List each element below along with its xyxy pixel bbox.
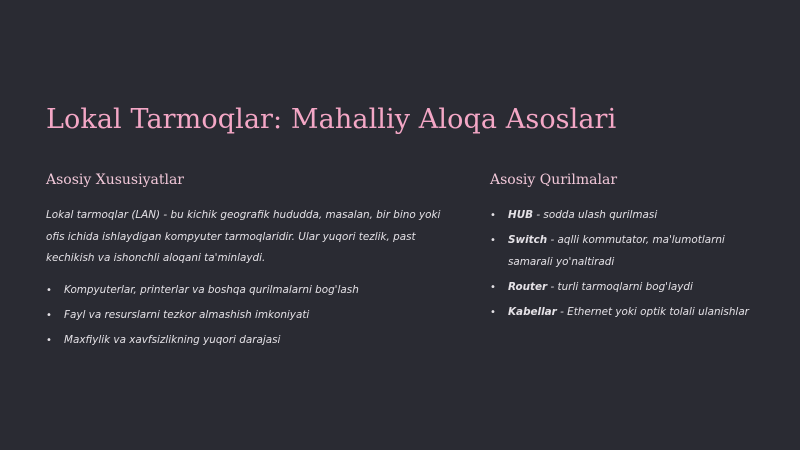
list-item <box>46 330 456 352</box>
right-column-heading: Asosiy Qurilmalar <box>490 172 618 188</box>
device-description: - sodda ulash qurilmasi <box>533 209 658 221</box>
device-description: - aqlli kommutator, ma'lumotlarni samarali yo'naltiradi <box>508 234 725 268</box>
slide-title: Lokal Tarmoqlar: Mahalliy Aloqa Asoslari <box>46 104 617 135</box>
list-item <box>490 230 765 273</box>
devices-list <box>490 205 765 327</box>
bullet-icon: • <box>46 310 52 321</box>
list-item <box>490 277 765 299</box>
bullet-icon: • <box>46 335 52 346</box>
list-item <box>46 280 456 302</box>
bullet-icon: • <box>490 281 496 293</box>
device-term: Router <box>508 280 548 293</box>
bullet-icon: • <box>490 306 496 318</box>
list-item-text: Fayl va resurslarni tezkor almashish imkoniyati <box>64 309 310 321</box>
device-term: HUB <box>508 209 534 221</box>
list-item <box>46 305 456 327</box>
bullet-icon: • <box>490 235 496 246</box>
bullet-icon: • <box>490 210 496 221</box>
list-item-text: Maxfiylik va xavfsizlikning yuqori darajasi <box>64 334 281 346</box>
features-list <box>46 280 456 355</box>
left-column-heading: Asosiy Xususiyatlar <box>46 172 184 188</box>
bullet-icon: • <box>46 285 52 296</box>
intro-paragraph: Lokal tarmoqlar (LAN) - bu kichik geografik hududda, masalan, bir bino yoki ofis ichida ishlaydigan kompyuter tarmoqlaridir. Ular yuqori tezlik, past kechikish va ishonchli aloqani ta'minlaydi. <box>46 209 441 264</box>
list-item <box>490 302 765 324</box>
device-term: Kabellar <box>508 305 557 318</box>
device-description: - turli tarmoqlarni bog'laydi <box>547 280 693 293</box>
device-term: Switch <box>508 234 548 246</box>
list-item-text: Kompyuterlar, printerlar va boshqa qurilmalarni bog'lash <box>64 284 359 296</box>
list-item <box>490 205 765 227</box>
device-description: - Ethernet yoki optik tolali ulanishlar <box>556 305 749 318</box>
